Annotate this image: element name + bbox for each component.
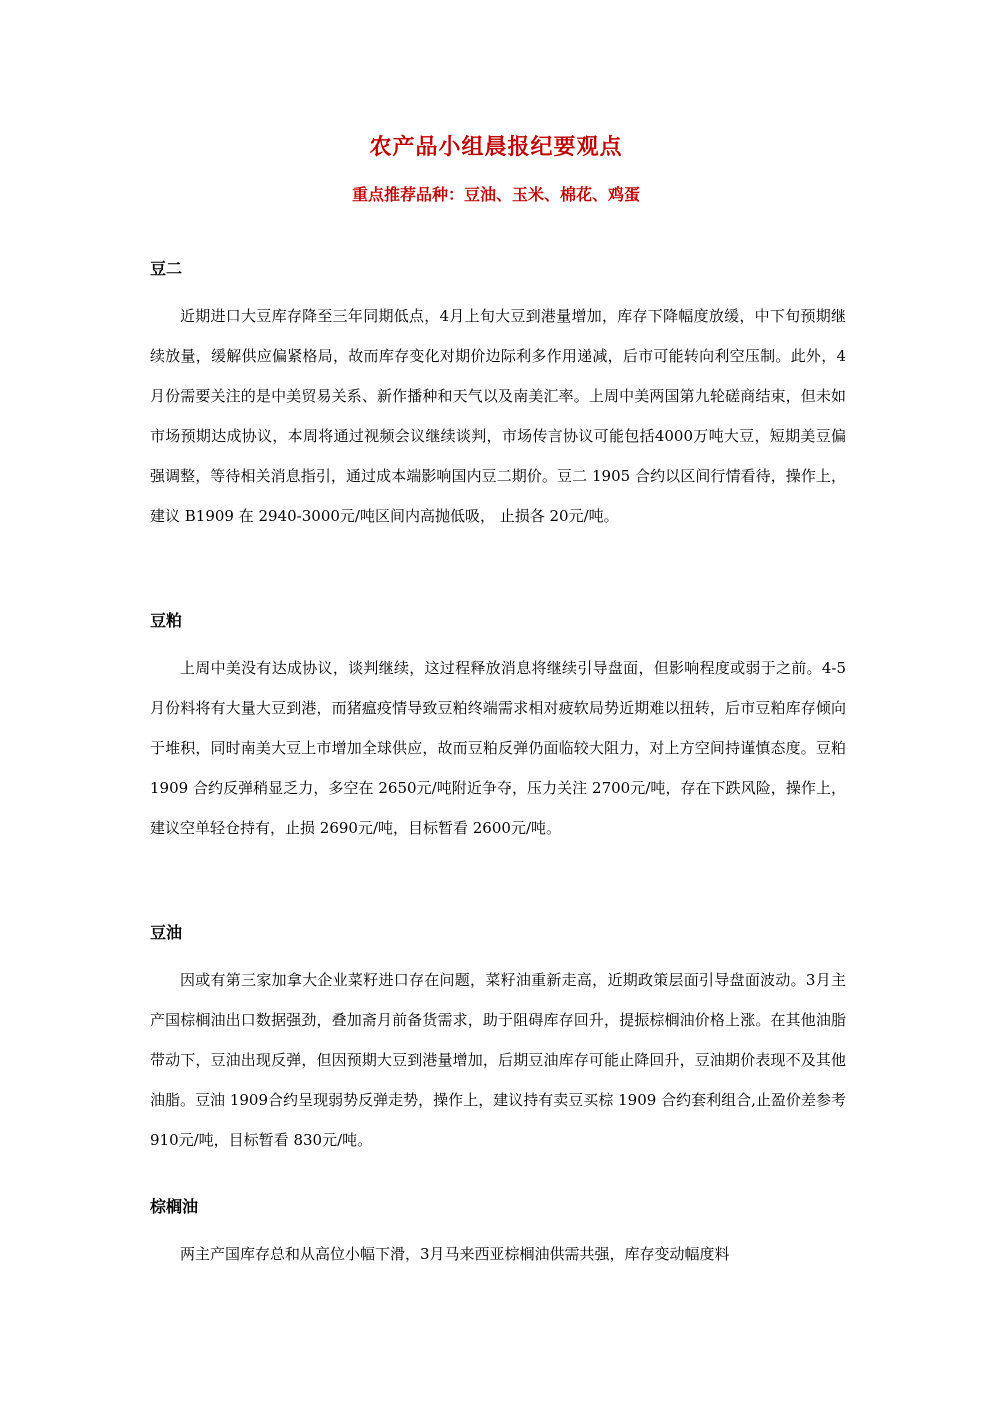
section-heading: 豆粕 <box>150 611 183 630</box>
section-heading: 豆二 <box>150 259 183 278</box>
section-body: 上周中美没有达成协议，谈判继续，这过程释放消息将继续引导盘面，但影响程度或弱于之前。4-5月份料将有大量大豆到港，而猪瘟疫情导致豆粕终端需求相对疲软局势近期难以扭转，后市豆粕库存倾向于堆积，同时南美大豆上市增加全球供应，故而豆粕反弹仍面临较大阻力，对上方空间持谨慎态度。豆粕 1909 合约反弹稍显乏力，多空在 2650元/吨附近争夺，压力关注 2700元/吨，存在下跌风险，操作上，建议空单轻仓持有，止损 2690元/吨，目标暂看 2600元/吨。 <box>150 659 846 837</box>
section-soybean-meal <box>150 610 846 848</box>
section-body: 两主产国库存总和从高位小幅下滑，3月马来西亚棕榈油供需共强，库存变动幅度料 <box>180 1245 730 1263</box>
section-heading: 豆油 <box>150 923 183 942</box>
section-soybean-no2 <box>150 258 846 536</box>
section-palm-oil <box>150 1196 846 1274</box>
document-subtitle: 重点推荐品种：豆油、玉米、棉花、鸡蛋 <box>351 185 640 204</box>
section-body: 因或有第三家加拿大企业菜籽进口存在问题，菜籽油重新走高，近期政策层面引导盘面波动。3月主产国棕榈油出口数据强劲，叠加斋月前备货需求，助于阻碍库存回升，提振棕榈油价格上涨。在其他油脂带动下，豆油出现反弹，但因预期大豆到港量增加，后期豆油库存可能止降回升，豆油期价表现不及其他油脂。豆油 1909合约呈现弱势反弹走势，操作上，建议持有卖豆买棕 1909 合约套利组合,止盈价差参考 910元/吨，目标暂看 830元/吨。 <box>150 971 846 1149</box>
section-heading: 棕榈油 <box>150 1197 199 1216</box>
section-soybean-oil <box>150 922 846 1160</box>
section-body: 近期进口大豆库存降至三年同期低点，4月上旬大豆到港量增加，库存下降幅度放缓，中下旬预期继续放量，缓解供应偏紧格局，故而库存变化对期价边际利多作用递减，后市可能转向利空压制。此外，4月份需要关注的是中美贸易关系、新作播种和天气以及南美汇率。上周中美两国第九轮磋商结束，但未如市场预期达成协议，本周将通过视频会议继续谈判，市场传言协议可能包括4000万吨大豆，短期美豆偏强调整，等待相关消息指引，通过成本端影响国内豆二期价。豆二 1905 合约以区间行情看待，操作上，建议 B1909 在 2940-3000元/吨区间内高抛低吸， 止损各 20元/吨。 <box>150 307 846 525</box>
document-title: 农产品小组晨报纪要观点 <box>369 134 623 160</box>
